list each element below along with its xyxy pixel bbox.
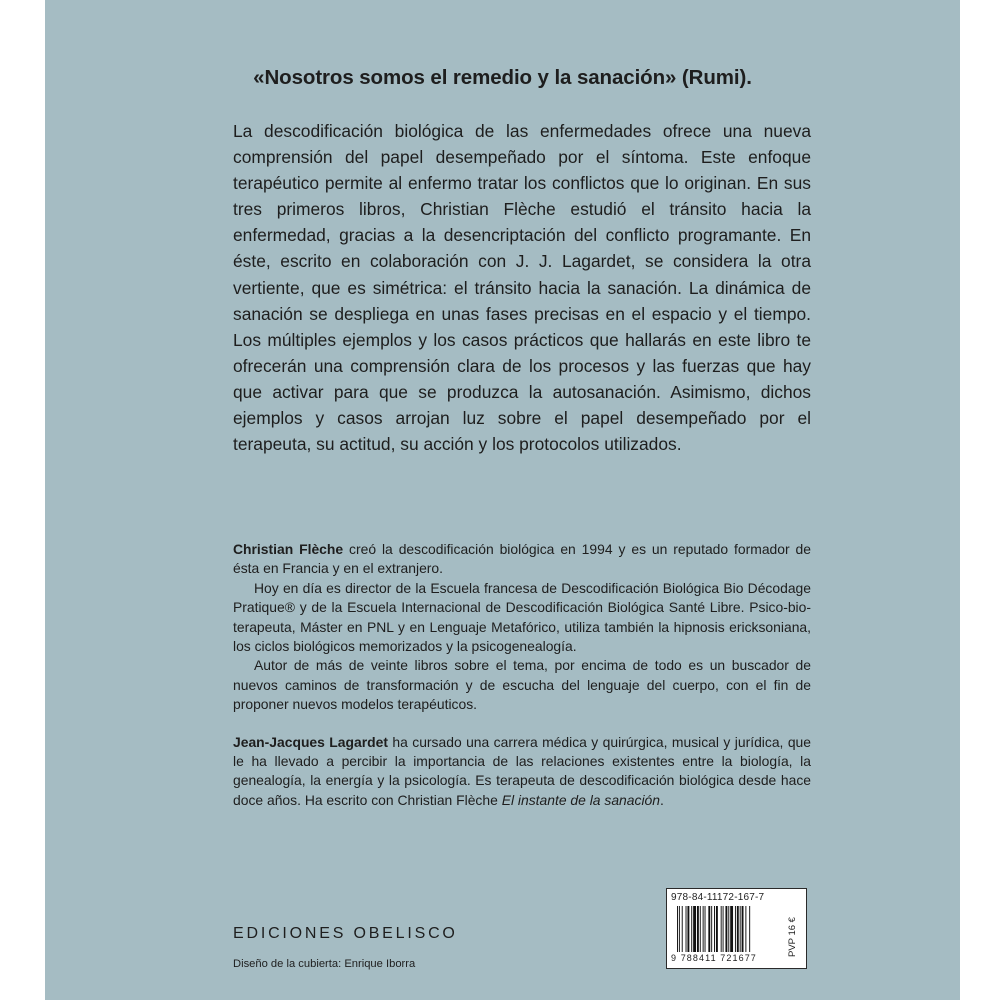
author-bios (233, 540, 811, 810)
isbn-top: 978-84-11172-167-7 (671, 892, 765, 903)
bio-lagardet (233, 733, 811, 811)
back-cover (45, 0, 960, 1000)
publisher-name: EDICIONES OBELISCO (233, 925, 458, 942)
isbn-bottom: 9 788411 721677 (671, 953, 757, 963)
bio-fleche-para3: Autor de más de veinte libros sobre el tema, por encima de todo es un buscador de nuevos caminos de transformación y de escucha del lenguaje del cuerpo, con el fin de proponer nuevos modelos terapéuticos. (233, 657, 811, 713)
synopsis-text: La descodificación biológica de las enfermedades ofrece una nueva comprensión del papel desempeñado por el síntoma. Este enfoque terapéutico permite al enfermo tratar los conflictos que lo originan. En sus tres primeros libros, Christian Flèche estudió el tránsito hacia la enfermedad, gracias a la desencriptación del conflicto programante. En éste, escrito en colaboración con J. J. Lagardet, se considera la otra vertiente, que es simétrica: el tránsito hacia la sanación. La dinámica de sanación se despliega en unas fases precisas en el espacio y el tiempo. Los múltiples ejemplos y los casos prácticos que hallarás en este libro te ofrecerán una comprensión clara de los procesos y las fuerzas que hay que activar para que se produzca la autosanación. Asimismo, dichos ejemplos y casos arrojan luz sobre el papel desempeñado por el terapeuta, su actitud, su acción y los protocolos utilizados. (233, 121, 811, 455)
barcode-box (666, 888, 807, 969)
bio-lagardet-end: . (660, 791, 664, 808)
barcode-icon (675, 906, 779, 952)
bio-lagardet-text: ha cursado una carrera médica y quirúrgica, musical y jurídica, que le ha llevado a percibir la importancia de las relaciones existentes entre la biología, la genealogía, la energía y la psicología. Es terapeuta de descodificación biológica desde hace doce años. Ha escrito con Christian Flèche (233, 733, 812, 808)
cover-design-credit: Diseño de la cubierta: Enrique Iborra (233, 958, 416, 970)
bio-fleche-intro-text: creó la descodificación biológica en 1994 y es un reputado formador de ésta en Francia y en el extranjero. (233, 541, 811, 577)
bio-fleche-intro (233, 540, 811, 579)
book-title: El instante de la sanación (501, 791, 660, 808)
author-name-lagardet: Jean-Jacques Lagardet (233, 733, 388, 750)
author-name-fleche: Christian Flèche (233, 541, 344, 557)
epigraph-quote: «Nosotros somos el remedio y la sanación» (Rumi). (253, 66, 752, 89)
price-label: PVP 16 € (787, 917, 798, 957)
bio-fleche-para2: Hoy en día es director de la Escuela francesa de Descodificación Biológica Bio Décodage Pratique® y de la Escuela Internacional de Descodificación Biológica Santé Libre. Psico-bio-terapeuta, Máster en PNL y en Lenguaje Metafórico, utiliza también la hipnosis ericksoniana, los ciclos biológicos memorizados y la psicogenealogía. (233, 579, 811, 655)
